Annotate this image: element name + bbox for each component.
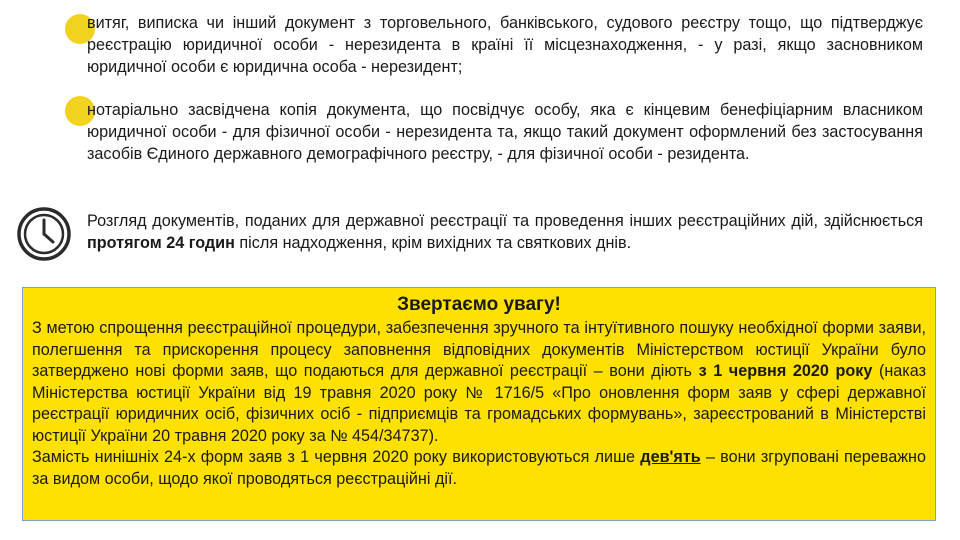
- review-text-after: після надходження, крім вихідних та святкових днів.: [234, 234, 632, 252]
- review-text-bold: протягом 24 годин: [87, 234, 235, 252]
- clock-icon: [16, 206, 72, 262]
- bullet-item-notarized-copy: нотаріально засвідчена копія документа, що посвідчує особу, яка є кінцевим бенефіціарним власником юридичної особи - для фізичної особи - нерезидента та, якщо такий документ оформлений без застосування засобів Єдиного державного демографічного реєстру, - для фізичної особи - резидента.: [87, 101, 923, 163]
- notice-body: [32, 318, 926, 490]
- notice-part3: Замість нинішніх 24-х форм заяв з 1 червня 2020 року використовуються лише: [32, 448, 641, 466]
- notice-part1: З метою спрощення реєстраційної процедури, забезпечення зручного та інтуїтивного пошуку необхідної форми заяви, полегшення та прискорення процесу заповнення відповідних документів Міністерством юстиції України було затверджено нові форми заяв, що подаються для державної реєстрації – вони діють: [32, 319, 926, 380]
- notice-part4: – вони згруповані переважно за видом особи, щодо якої проводяться реєстраційні дії.: [32, 448, 926, 488]
- notice-date-bold: з 1 червня 2020 року: [698, 362, 873, 380]
- review-text-before: Розгляд документів, поданих для державної реєстрації та проведення інших реєстраційних дій, здійснюється: [87, 212, 923, 230]
- review-period-text: [87, 210, 923, 254]
- notice-box: [22, 287, 936, 521]
- bullet-item-extract: витяг, виписка чи інший документ з торговельного, банківського, судового реєстру тощо, що підтверджує реєстрацію юридичної особи - нерезидента в країні її місцезнаходження, - у разі, якщо засновником юридичної особи є юридична особа - нерезидент;: [87, 14, 923, 76]
- notice-nine-bold: дев'ять: [640, 448, 701, 466]
- notice-part2: (наказ Міністерства юстиції України від 19 травня 2020 року № 1716/5 «Про оновлення форм заяв у сфері державної реєстрації юридичних осіб, фізичних осіб - підприємців та громадських формувань», зареєстрований в Міністерстві юстиції України 20 травня 2020 року за № 454/34737).: [32, 362, 926, 445]
- notice-title: Звертаємо увагу!: [397, 294, 561, 315]
